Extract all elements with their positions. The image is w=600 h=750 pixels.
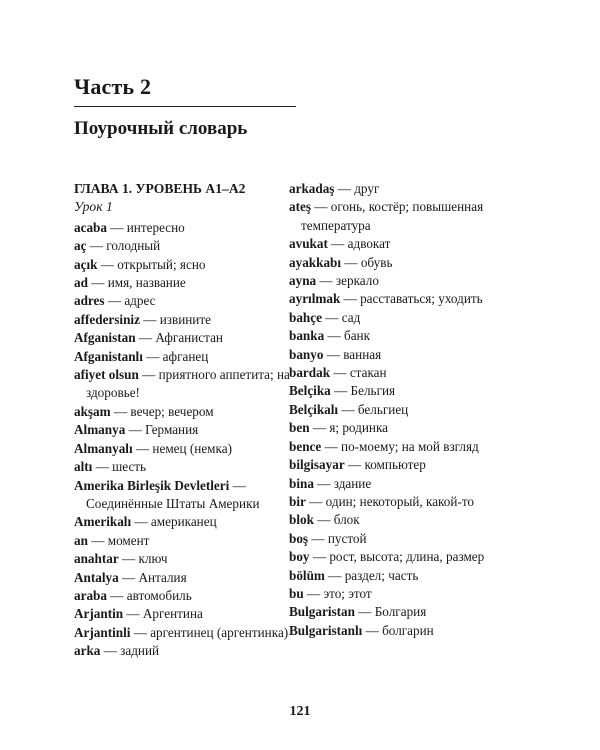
dictionary-entry bbox=[289, 419, 504, 437]
entry-word: bahçe bbox=[289, 309, 322, 325]
entry-word: Almanya bbox=[74, 422, 126, 438]
dictionary-entry bbox=[289, 438, 504, 456]
entry-word: anahtar bbox=[74, 551, 119, 567]
entry-word: bu bbox=[289, 585, 304, 601]
entry-separator: — bbox=[86, 238, 107, 254]
entry-word: Bulgaristan bbox=[289, 604, 355, 620]
entry-definition: извините bbox=[159, 311, 211, 327]
entry-word: ayna bbox=[289, 273, 317, 289]
entry-definition: друг bbox=[354, 181, 380, 196]
entry-separator: — bbox=[130, 624, 151, 640]
entry-separator: — bbox=[97, 256, 118, 272]
entry-separator: — bbox=[327, 236, 348, 252]
entry-word: Belçika bbox=[289, 383, 331, 399]
entry-definition: Бельгия bbox=[350, 383, 396, 399]
entry-definition: обувь bbox=[360, 254, 393, 270]
title-divider bbox=[74, 106, 296, 107]
entry-definition: зеркало bbox=[335, 273, 379, 289]
entry-word: açık bbox=[74, 256, 98, 272]
entry-separator: — bbox=[341, 254, 361, 270]
entry-word: avukat bbox=[289, 236, 328, 252]
entry-separator: — bbox=[340, 291, 361, 307]
entry-separator: — bbox=[139, 311, 160, 327]
entry-separator: — bbox=[138, 367, 159, 383]
entry-separator: — bbox=[131, 514, 151, 530]
dictionary-entry bbox=[289, 346, 504, 364]
entry-definition: Соединённые Штаты Америки bbox=[86, 495, 260, 511]
dictionary-entry bbox=[289, 272, 504, 290]
entry-word: araba bbox=[74, 587, 107, 603]
dictionary-entry bbox=[74, 624, 314, 642]
entry-definition: ванная bbox=[343, 346, 382, 362]
entry-word: blok bbox=[289, 512, 314, 528]
entry-separator: — bbox=[118, 569, 139, 585]
entry-word: boy bbox=[289, 549, 310, 565]
entry-word: arka bbox=[74, 643, 101, 659]
dictionary-entry bbox=[289, 401, 504, 419]
dictionary-entry bbox=[289, 475, 504, 493]
right-column bbox=[289, 180, 504, 640]
dictionary-entry bbox=[74, 403, 314, 421]
entry-definition: интересно bbox=[126, 219, 185, 235]
entry-separator: — bbox=[321, 309, 342, 325]
entry-separator: — bbox=[316, 273, 336, 289]
entry-separator: — bbox=[334, 181, 355, 196]
entry-separator: — bbox=[104, 293, 125, 309]
entry-separator: — bbox=[87, 275, 108, 291]
entry-word: Almanyalı bbox=[74, 440, 133, 456]
entry-word: Afganistan bbox=[74, 330, 136, 346]
entry-word: bardak bbox=[289, 365, 331, 381]
entry-definition: адрес bbox=[124, 293, 156, 309]
part-title: Часть 2 bbox=[74, 74, 152, 99]
entry-definition: немец (немка) bbox=[152, 440, 232, 456]
entry-definition: приятного аппетита; на здоровье! bbox=[86, 367, 290, 401]
entry-word: akşam bbox=[74, 403, 111, 419]
entry-word: banyo bbox=[289, 346, 324, 362]
entry-definition: рост, высота; длина, размер bbox=[329, 549, 485, 565]
dictionary-entry bbox=[74, 569, 314, 587]
right-entry-list bbox=[289, 180, 504, 640]
entry-definition: блок bbox=[333, 512, 360, 528]
entry-word: altı bbox=[74, 459, 93, 475]
dictionary-entry bbox=[74, 421, 314, 439]
entry-word: Amerika Birleşik Devletleri bbox=[74, 477, 230, 493]
entry-separator: — bbox=[323, 346, 344, 362]
entry-separator: — bbox=[338, 401, 358, 417]
entry-definition: афганец bbox=[162, 348, 209, 364]
dictionary-entry bbox=[74, 532, 314, 550]
entry-definition: болгарин bbox=[382, 622, 434, 638]
entry-word: Arjantin bbox=[74, 606, 124, 622]
dictionary-entry bbox=[289, 198, 504, 235]
entry-definition: один; некоторый, какой-то bbox=[325, 493, 475, 509]
entry-separator: — bbox=[330, 365, 350, 381]
dictionary-entry bbox=[74, 256, 314, 274]
dictionary-entry bbox=[289, 364, 504, 382]
dictionary-entry bbox=[289, 382, 504, 400]
entry-word: Amerikalı bbox=[74, 514, 132, 530]
entry-word: arkadaş bbox=[289, 181, 335, 196]
entry-separator: — bbox=[308, 530, 328, 546]
entry-separator: — bbox=[142, 348, 163, 364]
entry-word: bina bbox=[289, 475, 314, 491]
dictionary-entry bbox=[289, 622, 504, 640]
dictionary-entry bbox=[289, 603, 504, 621]
dictionary-entry bbox=[289, 585, 504, 603]
dictionary-entry bbox=[74, 440, 314, 458]
entry-separator: — bbox=[344, 457, 365, 473]
dictionary-entry bbox=[74, 329, 314, 347]
dictionary-entry bbox=[74, 587, 314, 605]
entry-definition: здание bbox=[333, 475, 372, 491]
entry-separator: — bbox=[132, 440, 153, 456]
entry-definition: сад bbox=[341, 309, 361, 325]
entry-word: Belçikalı bbox=[289, 401, 339, 417]
entry-separator: — bbox=[100, 643, 121, 659]
dictionary-entry bbox=[74, 642, 314, 660]
entry-separator: — bbox=[309, 420, 330, 436]
entry-separator: — bbox=[92, 459, 113, 475]
entry-definition: огонь, костёр; повышенная температура bbox=[301, 199, 484, 233]
dictionary-entry bbox=[289, 254, 504, 272]
entry-definition: открытый; ясно bbox=[117, 256, 206, 272]
dictionary-entry bbox=[74, 292, 314, 310]
dictionary-entry bbox=[74, 477, 314, 514]
entry-separator: — bbox=[321, 438, 342, 454]
entry-definition: Болгария bbox=[374, 604, 427, 620]
dictionary-entry bbox=[289, 180, 504, 198]
entry-definition: аргентинец (аргентинка) bbox=[150, 624, 289, 640]
entry-separator: — bbox=[123, 606, 143, 622]
entry-definition: задний bbox=[120, 643, 160, 659]
entry-definition: Анталия bbox=[138, 569, 187, 585]
entry-word: Afganistanlı bbox=[74, 348, 143, 364]
entry-separator: — bbox=[330, 383, 351, 399]
lesson-heading: Урок 1 bbox=[74, 199, 113, 215]
entry-separator: — bbox=[313, 512, 334, 528]
dictionary-entry bbox=[289, 530, 504, 548]
dictionary-entry bbox=[74, 348, 314, 366]
dictionary-entry bbox=[74, 237, 314, 255]
entry-word: bilgisayar bbox=[289, 457, 345, 473]
dictionary-entry bbox=[74, 513, 314, 531]
entry-definition: пустой bbox=[327, 530, 367, 546]
entry-definition: я; родинка bbox=[329, 420, 389, 436]
entry-separator: — bbox=[324, 567, 345, 583]
entry-definition: момент bbox=[107, 532, 150, 548]
entry-word: afiyet olsun bbox=[74, 367, 139, 383]
entry-separator: — bbox=[229, 477, 246, 493]
entry-definition: адвокат bbox=[347, 236, 391, 252]
entry-separator: — bbox=[309, 549, 330, 565]
entry-separator: — bbox=[106, 219, 127, 235]
entry-separator: — bbox=[87, 532, 108, 548]
entry-word: Antalya bbox=[74, 569, 119, 585]
dictionary-entry bbox=[74, 311, 314, 329]
dictionary-entry bbox=[289, 456, 504, 474]
entry-word: bölüm bbox=[289, 567, 325, 583]
entry-separator: — bbox=[106, 587, 127, 603]
dictionary-entry bbox=[289, 327, 504, 345]
dictionary-entry bbox=[74, 605, 314, 623]
dictionary-entry bbox=[74, 366, 314, 403]
entry-definition: шесть bbox=[112, 459, 147, 475]
entry-definition: банк bbox=[343, 328, 371, 344]
chapter-heading: ГЛАВА 1. УРОВЕНЬ A1–A2 bbox=[74, 181, 246, 196]
entry-separator: — bbox=[313, 475, 334, 491]
dictionary-entry bbox=[289, 511, 504, 529]
entry-definition: автомобиль bbox=[126, 587, 192, 603]
entry-word: adres bbox=[74, 293, 105, 309]
entry-definition: вечер; вечером bbox=[130, 403, 214, 419]
entry-word: ad bbox=[74, 275, 88, 291]
entry-separator: — bbox=[135, 330, 156, 346]
entry-separator: — bbox=[125, 422, 146, 438]
entry-definition: по-моему; на мой взгляд bbox=[341, 438, 479, 454]
entry-separator: — bbox=[305, 493, 326, 509]
entry-definition: Аргентина bbox=[142, 606, 203, 622]
dictionary-entry bbox=[74, 550, 314, 568]
entry-definition: это; этот bbox=[323, 585, 372, 601]
dictionary-entry bbox=[74, 458, 314, 476]
page-subtitle: Поурочный словарь bbox=[74, 118, 248, 139]
entry-word: affedersiniz bbox=[74, 311, 140, 327]
entry-definition: американец bbox=[150, 514, 217, 530]
dictionary-entry bbox=[289, 548, 504, 566]
entry-separator: — bbox=[310, 199, 331, 215]
entry-separator: — bbox=[303, 585, 324, 601]
entry-word: Arjantinli bbox=[74, 624, 131, 640]
entry-word: ateş bbox=[289, 199, 311, 215]
entry-definition: имя, название bbox=[107, 275, 186, 291]
dictionary-entry bbox=[289, 309, 504, 327]
entry-word: Bulgaristanlı bbox=[289, 622, 363, 638]
entry-word: bir bbox=[289, 493, 306, 509]
entry-word: acaba bbox=[74, 219, 107, 235]
entry-separator: — bbox=[362, 622, 383, 638]
dictionary-entry bbox=[289, 290, 504, 308]
entry-separator: — bbox=[354, 604, 375, 620]
entry-definition: Афганистан bbox=[155, 330, 223, 346]
entry-word: an bbox=[74, 532, 88, 548]
dictionary-entry bbox=[289, 235, 504, 253]
entry-definition: раздел; часть bbox=[344, 567, 419, 583]
entry-definition: голодный bbox=[106, 238, 161, 254]
entry-word: ayakkabı bbox=[289, 254, 342, 270]
entry-word: aç bbox=[74, 238, 87, 254]
entry-separator: — bbox=[118, 551, 139, 567]
entry-definition: Германия bbox=[145, 422, 199, 438]
entry-word: banka bbox=[289, 328, 325, 344]
entry-word: ayrılmak bbox=[289, 291, 341, 307]
entry-separator: — bbox=[324, 328, 344, 344]
dictionary-entry bbox=[74, 273, 317, 292]
page-number: 121 bbox=[289, 704, 311, 719]
entry-separator: — bbox=[110, 403, 131, 419]
dictionary-entry bbox=[289, 493, 504, 511]
entry-definition: ключ bbox=[138, 551, 168, 567]
entry-word: boş bbox=[289, 530, 309, 546]
dictionary-entry bbox=[74, 219, 314, 237]
entry-definition: стакан bbox=[349, 365, 387, 381]
entry-definition: бельгиец bbox=[357, 401, 409, 417]
entry-definition: компьютер bbox=[364, 457, 426, 473]
entry-word: ben bbox=[289, 420, 310, 436]
entry-definition: расставаться; уходить bbox=[360, 291, 483, 307]
dictionary-entry bbox=[289, 567, 504, 585]
entry-word: bence bbox=[289, 438, 322, 454]
